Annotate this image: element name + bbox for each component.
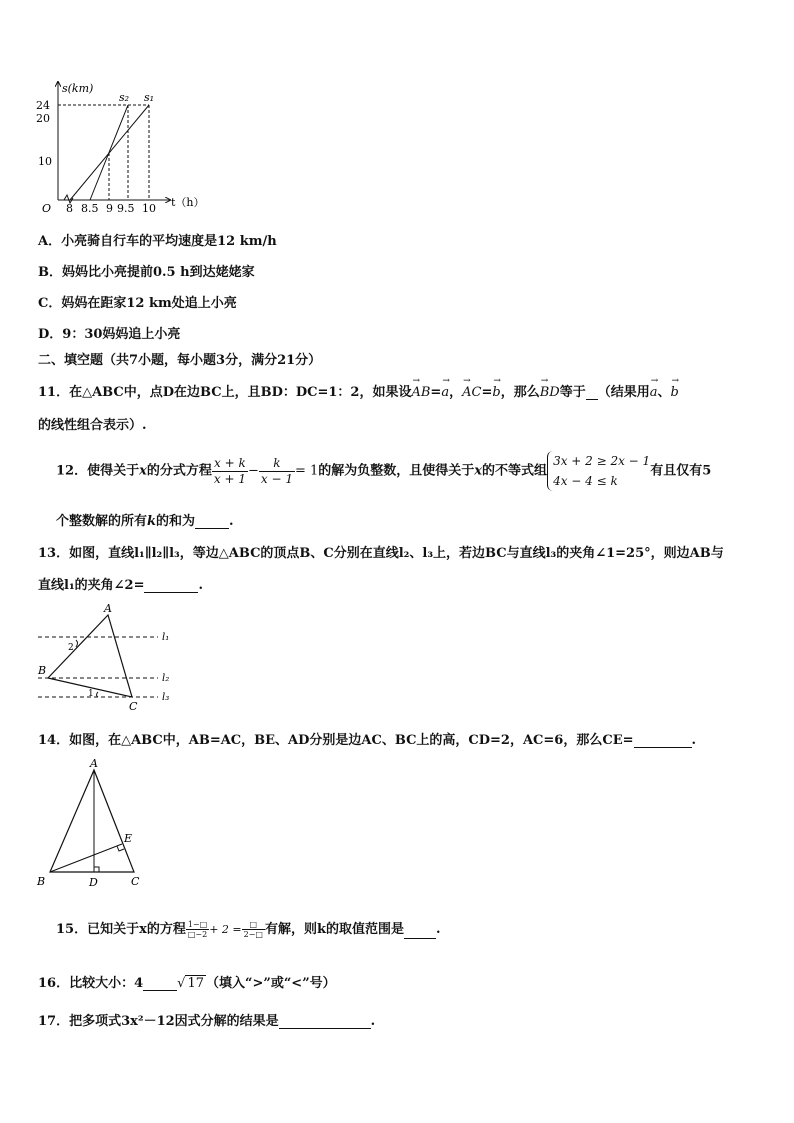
option-d: D．9：30妈妈追上小亮 (38, 327, 181, 342)
answer-blank[interactable] (143, 990, 177, 991)
answer-blank[interactable] (586, 399, 598, 400)
question-12-line2: 个整数解的所有k的和为 . (56, 514, 234, 529)
question-12: 12．使得关于x的分式方程 $\frac{x + k}{x + 1}$ − $\frac{k}{x - 1}$ = 1的解为负整数，且使得关于x的不等式组 3x + 2 ≥ 2x − 1 4x − 4 ≤ k 有且仅有5 (56, 451, 711, 491)
angle-arc-2 (76, 640, 78, 647)
y-tick: 24 (36, 99, 50, 112)
right-angle-e (117, 846, 124, 851)
option-c: C．妈妈在距家12 km处追上小亮 (38, 296, 237, 311)
vertex-c: C (131, 875, 140, 888)
triangle-abc (48, 615, 132, 697)
answer-blank[interactable] (279, 1028, 371, 1029)
question-15: 15．已知关于x的方程 $\frac{1-□}{□-2}$ + 2 = $\frac{□}{2-□}$ 有解，则k的取值范围是 . (56, 920, 441, 939)
fraction-1: $\frac{x + k}{x + 1}$ (213, 455, 246, 486)
inequality-system: 3x + 2 ≥ 2x − 1 4x − 4 ≤ k (547, 451, 650, 491)
fraction-2: $\frac{□}{2-□}$ (243, 920, 263, 939)
sqrt-radicand: 17 (187, 976, 204, 991)
answer-blank[interactable] (144, 592, 198, 593)
question-16: 16．比较大小：4 √ 17 （填入“>”或“<”号） (38, 976, 336, 991)
y-tick: 20 (36, 112, 50, 125)
vertex-b: B (38, 664, 47, 677)
question-11-line2: 的线性组合表示）. (38, 418, 147, 433)
fraction-1: $\frac{1-□}{□-2}$ (187, 920, 208, 939)
angle-arc-1 (97, 692, 99, 697)
question-13: 13．如图，直线l₁∥l₂∥l₃，等边△ABC的顶点B、C分别在直线l₂、l₃上，若边BC与直线l₃的夹角∠1=25°，则边AB与 (38, 546, 724, 561)
origin-label: O (42, 202, 52, 215)
y-tick: 10 (38, 155, 52, 168)
x-tick: 10 (142, 202, 156, 215)
label-l3: l₃ (162, 692, 170, 703)
x-tick: 9.5 (117, 202, 135, 215)
label-l2: l₂ (162, 673, 170, 684)
x-tick: 8 (66, 202, 73, 215)
figure-13 (34, 600, 184, 712)
question-13-line2: 直线l₁的夹角∠2= . (38, 578, 203, 593)
vertex-a: A (104, 602, 112, 615)
vertex-c: C (129, 700, 138, 712)
fraction-2: $\frac{k}{x - 1}$ (260, 455, 293, 486)
x-tick: 8.5 (81, 202, 99, 215)
label-s1: s₁ (144, 91, 155, 104)
question-17: 17．把多项式3x²－12因式分解的结果是 . (38, 1014, 376, 1029)
vertex-b: B (37, 875, 46, 888)
question-14: 14．如图，在△ABC中，AB=AC，BE、AD分别是边AC、BC上的高，CD=2，AC=6，那么CE= . (38, 733, 697, 748)
label-l1: l₁ (162, 632, 170, 643)
y-label: s(km) (62, 82, 94, 95)
answer-blank[interactable] (404, 938, 436, 939)
right-angle-d (94, 867, 99, 872)
triangle-abc (50, 770, 134, 872)
option-b: B．妈妈比小亮提前0.5 h到达姥姥家 (38, 265, 255, 280)
section-title: 二、填空题（共7小题，每小题3分，满分21分） (38, 353, 322, 368)
label-s2: s₂ (119, 91, 130, 104)
distance-time-graph (30, 78, 220, 218)
angle-1: 1 (88, 689, 94, 699)
vertex-d: D (89, 876, 98, 889)
x-tick: 9 (106, 202, 113, 215)
answer-blank[interactable] (195, 528, 229, 529)
figure-14 (34, 756, 154, 890)
option-a: A．小亮骑自行车的平均速度是12 km/h (38, 234, 277, 249)
x-label: t（h） (171, 196, 205, 209)
question-11: 11．在△ABC中，点D在边BC上，且BD：DC=1：2，如果设→ AB=→ a，→ AC=→ b，那么→ BD等于 （结果用→ a、→ b (38, 381, 679, 400)
answer-blank[interactable] (634, 747, 692, 748)
vertex-a: A (90, 757, 98, 770)
vertex-e: E (124, 832, 133, 845)
angle-2: 2 (68, 643, 74, 653)
